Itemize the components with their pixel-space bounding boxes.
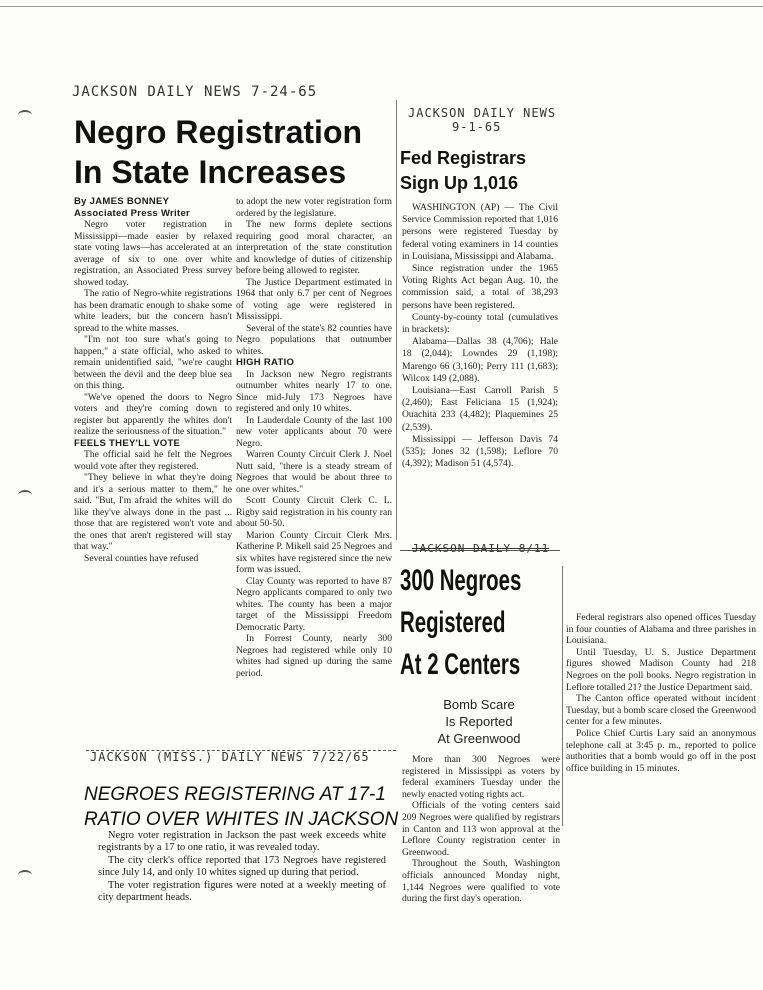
story1-headline-line1: Negro Registration (74, 114, 363, 150)
story4-body (98, 830, 386, 904)
story3-paragraph: Officials of the voting centers said 209 Negroes were qualified by registrars in Canton and 113 won approval at the Leflore County registration center in Greenwood. (402, 800, 560, 858)
story1-paragraph: Scott County Circuit Clerk C. L. Rigby said registration in his county ran about 50-50. (236, 495, 392, 529)
story1-headline (74, 112, 362, 192)
story2-dateline-date: 9-1-65 (452, 120, 502, 134)
story1-byline-title: Associated Press Writer (74, 207, 191, 219)
story1-paragraph: Clay County was reported to have 87 Negro applicants compared to only two whites. The county has been a major target of the Mississippi Freedom Democratic Party. (236, 575, 392, 633)
story1-paragraph: The official said he felt the Negroes would vote after they registered. (74, 449, 232, 472)
story4-headline (84, 782, 398, 832)
story1-paragraph: Warren County Circuit Clerk J. Noel Nutt said, "there is a steady stream of Negroes that would be about three to one over whites." (236, 449, 392, 495)
punch-mark (18, 490, 32, 500)
story2-body (402, 202, 558, 470)
story2-headline-line1: Fed Registrars (400, 148, 527, 168)
scan-edge (0, 6, 763, 7)
story1-paragraph: The new forms deplete sections requiring good moral character, an interpretation of the state constitution and knowledge of duties of citizenship before being allowed to register. (236, 219, 392, 276)
story1-paragraph: The Justice Department estimated in 1964 that only 6.7 per cent of Negroes of voting age were registered in Mississippi. (236, 276, 392, 322)
story3-column2 (566, 612, 756, 774)
story2-paragraph: Since registration under the 1965 Voting Rights Act began Aug. 10, the commission said, a total of 38,293 persons have been registered. (402, 263, 558, 311)
column-rule (396, 100, 397, 540)
story1-dateline: JACKSON DAILY NEWS 7-24-65 (72, 84, 318, 100)
story3-paragraph: Until Tuesday, U. S. Justice Department figures showed Madison County had 218 Negroes on the poll books. Negro registration in Leflore totalled 21? the Justice Department said. (566, 646, 756, 693)
story3-subhead (402, 696, 556, 747)
story1-column2 (236, 196, 392, 679)
story3-headline (400, 560, 521, 686)
story1-subhead: HIGH RATIO (236, 357, 295, 368)
story1-paragraph: Several of the state's 82 counties have Negro populations that outnumber whites. (236, 322, 392, 357)
story1-paragraph: "They believe in what they're doing and it's a serious matter to them," he said. "But, I'm afraid the whites will do like they've always done in the past ... those that are registered won't vote and the ones that aren't registered will stay that way." (74, 472, 232, 552)
story1-headline-line2: In State Increases (74, 154, 347, 190)
story2-headline-line2: Sign Up 1,016 (400, 173, 519, 193)
story3-subhead-line1: Bomb Scare (443, 697, 515, 712)
story1-byline: By JAMES BONNEY (74, 196, 170, 207)
story3-column1 (402, 754, 560, 905)
story3-headline-line3: At 2 Centers (400, 648, 521, 681)
story3-paragraph: Throughout the South, Washington officials announced Monday night, 1,144 Negroes were qualified to vote during the first day's operation. (402, 858, 560, 905)
story4-paragraph: The city clerk's office reported that 173 Negroes have registered since July 14, and only 10 whites signed up during that period. (98, 854, 386, 879)
punch-mark (18, 110, 32, 120)
story4-paragraph: Negro voter registration in Jackson the past week exceeds white registrants by a 17 to one ratio, it was revealed today. (98, 830, 386, 854)
story3-paragraph: More than 300 Negroes were registered in Mississippi as voters by federal examiners Tuesday under the newly enacted voting rights act. (402, 754, 560, 800)
story3-paragraph: Police Chief Curtis Lary said an anonymous telephone call at 3:45 p. m., reported to police authorities that a bomb would go off in the post office building in 15 minutes. (566, 727, 756, 774)
story1-paragraph: In Forrest County, nearly 300 Negroes had registered while only 10 whites had signed up during the same period. (236, 633, 392, 679)
story2-paragraph: Louisiana—East Carroll Parish 5 (2,460); East Feliciana 15 (1,924); Ouachita 233 (4,482); Plaquemines 25 (2,539). (402, 385, 558, 433)
story1-column1 (74, 196, 232, 564)
story1-paragraph: "We've opened the doors to Negro voters and they're coming down to register but apparently the whites don't realize the seriousness of the situation." (74, 391, 232, 437)
story4-headline-line1: NEGROES REGISTERING AT 17-1 (84, 784, 386, 805)
story2-dateline (408, 106, 556, 134)
column-rule (562, 566, 563, 826)
story2-headline (400, 146, 526, 196)
story2-paragraph: WASHINGTON (AP) — The Civil Service Commission reported that 1,016 persons were registered Tuesday by federal voting examiners in 14 counties in Louisiana, Mississippi and Alabama. (402, 202, 558, 262)
story3-dateline: JACKSON DAILY 8/11 (412, 542, 550, 555)
story3-paragraph: The Canton office operated without incident Tuesday, but a bomb scare closed the Greenwood center for a few minutes. (566, 693, 756, 728)
story4-headline-line2: RATIO OVER WHITES IN JACKSON (84, 809, 399, 830)
story2-paragraph: County-by-county total (cumulatives in brackets): (402, 311, 558, 336)
story3-headline-line2: Registered (400, 606, 506, 639)
story1-paragraph: In Jackson new Negro registrants outnumber whites nearly 17 to one. Since mid-July 173 Negroes have registered and only 10 whites. (236, 368, 392, 414)
story1-paragraph: Negro voter registration in Mississippi—made easier by relaxed state voting laws—has accelerated at an average of six to one over white registration, an Associated Press survey showed today. (74, 219, 232, 288)
story3-subhead-line3: At Greenwood (437, 731, 521, 746)
story3-subhead-line2: Is Reported (445, 714, 513, 729)
story4-paragraph: The voter registration figures were noted at a weekly meeting of city department heads. (98, 879, 386, 904)
story1-paragraph: "I'm not too sure what's going to happen," a state official, who asked to remain unidentified said, "we're caught between the devil and the deep blue sea on this thing. (74, 334, 232, 391)
story3-paragraph: Federal registrars also opened offices Tuesday in four counties of Alabama and three parishes in Louisiana. (566, 612, 756, 647)
story4-dateline: JACKSON (MISS.) DAILY NEWS 7/22/65 (90, 750, 370, 764)
story1-paragraph: In Lauderdale County of the last 100 new voter applicants about 70 were Negro. (236, 414, 392, 449)
story1-paragraph: The ratio of Negro-white registrations has been dramatic enough to shake some white leaders, but the concern hasn't spread to the white masses. (74, 288, 232, 334)
story1-paragraph: Several counties have refused (84, 552, 199, 564)
story1-subhead: FEELS THEY'LL VOTE (74, 437, 181, 449)
story2-paragraph: Alabama—Dallas 38 (4,706); Hale 18 (2,044); Lowndes 29 (1,198); Marengo 66 (3,160); Perry 111 (1,683); Wilcox 149 (2,088). (402, 336, 558, 384)
story2-paragraph: Mississippi — Jefferson Davis 74 (535); Jones 32 (1,598); Leflore 70 (4,392); Madison 51 (4,574). (402, 433, 558, 470)
story3-headline-line1: 300 Negroes (400, 564, 522, 597)
story1-paragraph: Marion County Circuit Clerk Mrs. Katherine P. Mikell said 25 Negroes and six whites have registered since the new form was issued. (236, 529, 392, 575)
story1-paragraph: to adopt the new voter registration form ordered by the legislature. (236, 196, 392, 219)
punch-mark (18, 870, 32, 880)
story2-dateline-paper: JACKSON DAILY NEWS (408, 106, 557, 120)
